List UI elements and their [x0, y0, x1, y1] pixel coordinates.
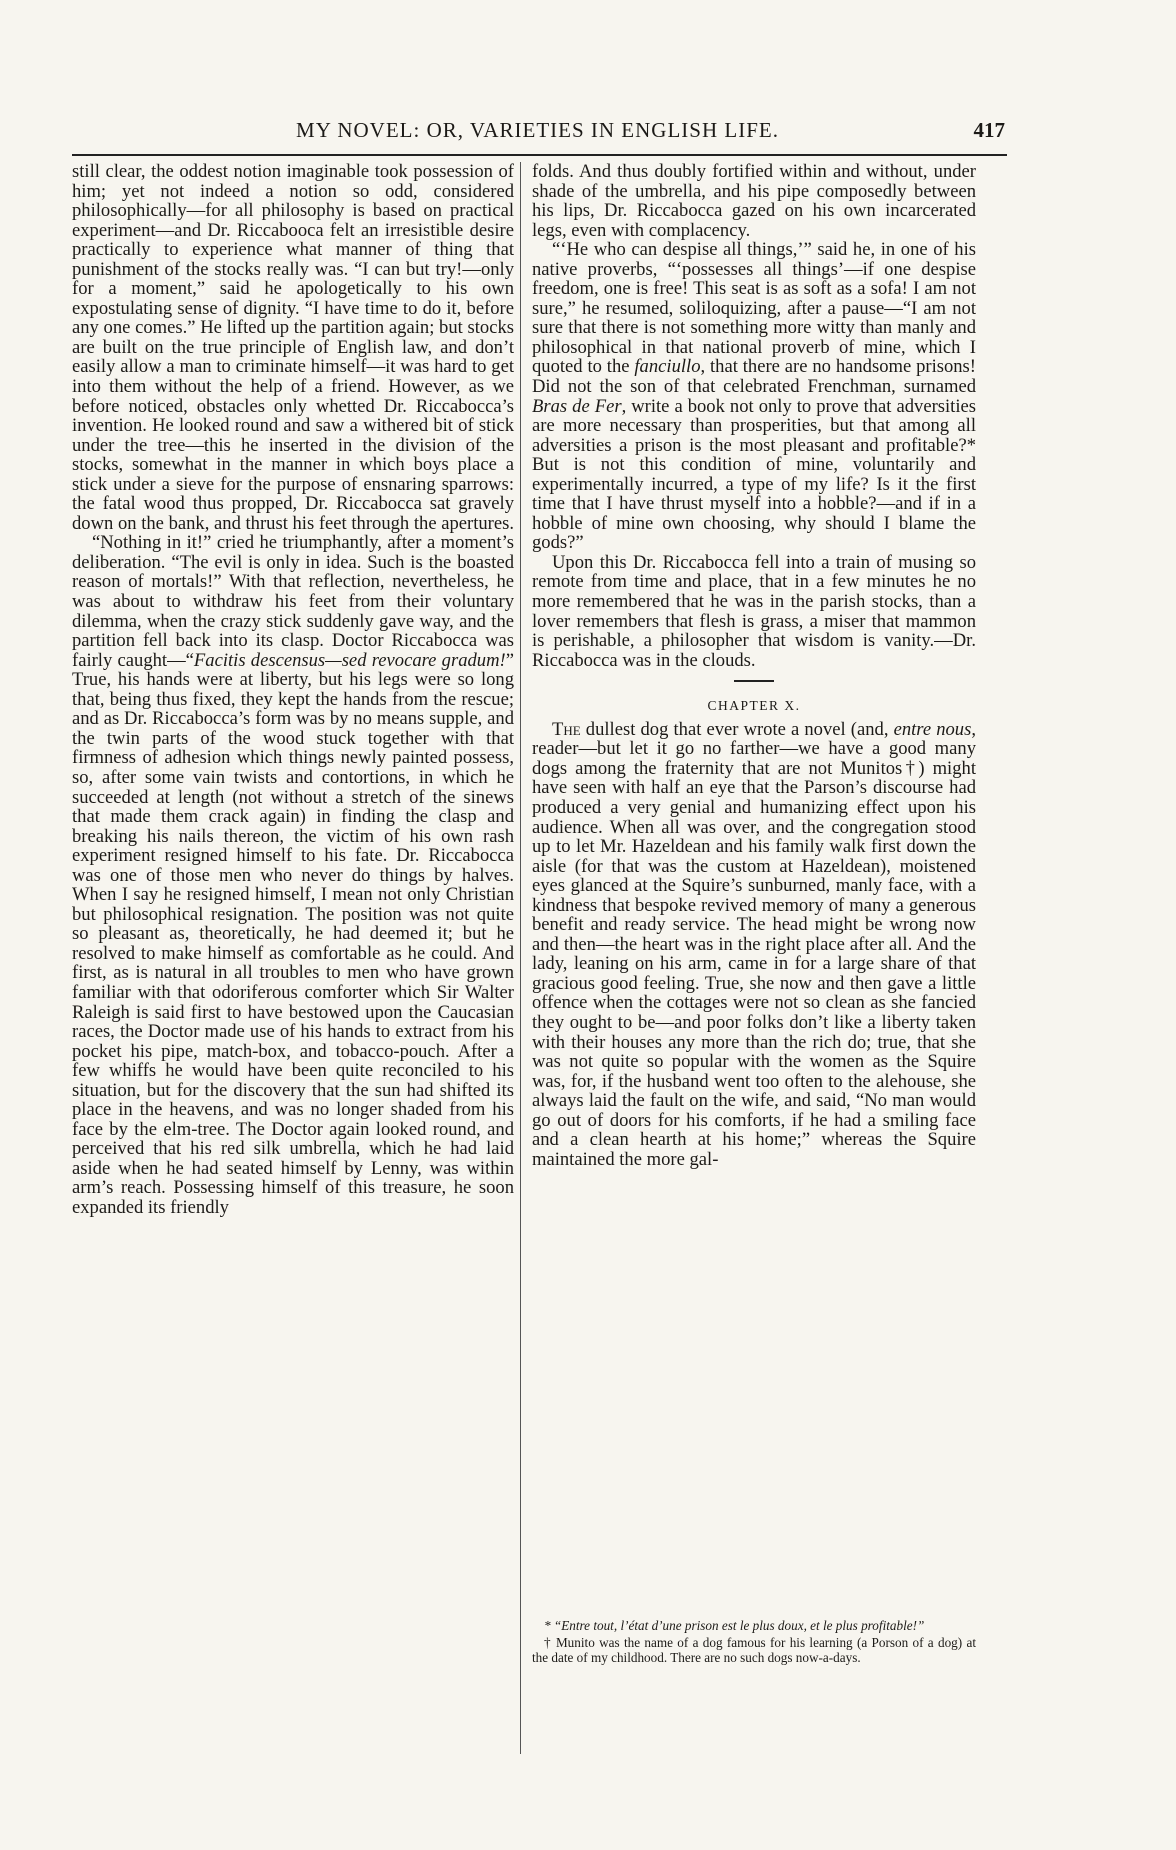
latin-quote: Facitis descensus—sed revocare gradum!: [193, 649, 506, 671]
paragraph: “Nothing in it!” cried he triumphantly, after a moment’s deliberation. “The evil is only in idea. Such is the boasted reason of mortals!” With that reflection, nevertheless, he was about to withdraw his feet from their voluntary dilemma, when the crazy stick suddenly gave way, and the partition fell back into its clasp. Doctor Riccabocca was fairly caught—“Facitis descensus—sed revocare gradum!” True, his hands were at liberty, but his legs were so long that, being thus fixed, they kept the hands from the rescue; and as Dr. Riccabocca’s form was by no means supple, and the twin parts of the wood stuck together with that firmness of adhesion which things newly painted possess, so, after some vain twists and contortions, in which he succeeded at length (not without a stretch of the sinews that made them crack again) in finding the clasp and breaking his nails thereon, the victim of his own rash experiment resigned himself to his fate. Dr. Riccabocca was one of those men who never do things by halves. When I say he resigned himself, I mean not only Christian but philosophical resignation. The position was not quite so pleasant as, theoretically, he had deemed it; but he resolved to make himself as comfortable as he could. And first, as is natural in all troubles to men who have grown familiar with that odoriferous comforter which Sir Walter Raleigh is said first to have bestowed upon the Caucasian races, the Doctor made use of his hands to extract from his pocket his pipe, match-box, and tobacco-pouch. After a few whiffs he would have been quite reconciled to his situation, but for the discovery that the sun had shifted its place in the heavens, and was no longer shaded from his face by the elm-tree. The Doctor again looked round, and perceived that his red silk umbrella, which he had laid aside when he had seated himself by Lenny, was within arm’s reach. Possessing himself of this treasure, he soon expanded its friendly: [72, 532, 514, 1218]
page-number: 417: [973, 118, 1005, 142]
section-rule: [734, 680, 774, 682]
footnote: * “Entre tout, l’état d’une prison est le plus doux, et le plus profitable!”: [544, 1618, 925, 1633]
header-rule: [72, 154, 1007, 156]
paragraph: “‘He who can despise all things,’” said he, in one of his native proverbs, “‘possesses all things’—if one despise freedom, one is free! This seat is as soft as a sofa! I am not sure,” he resumed, soliloquizing, after a pause—“I am not sure that there is not something more witty than manly and philosophical in that national proverb of mine, which I quoted to the fanciullo, that there are no handsome prisons! Did not the son of that celebrated Frenchman, surnamed Bras de Fer, write a book not only to prove that adversities are more necessary than prosperities, but that among all adversities a prison is the most pleasant and profitable?* But is not this condition of mine, voluntarily and experimentally incurred, a type of my life? Is it the first time that I have thrust myself into a hobble?—and if in a hobble of mine own choosing, why should I blame the gods?”: [532, 239, 976, 554]
right-column: [532, 162, 976, 1169]
paragraph: Upon this Dr. Riccabocca fell into a train of musing so remote from time and place, that in a few minutes he no more remembered that he was in the parish stocks, than a lover remembers that flesh is grass, a miser that mammon is perishable, a philosopher that wisdom is vanity.—Dr. Riccabocca was in the clouds.: [532, 551, 976, 671]
paragraph: The dullest dog that ever wrote a novel (and, entre nous, reader—but let it go no farther—we have a good many dogs among the fraternity that are not Munitos†) might have seen with half an eye that the Parson’s discourse had produced a very genial and humanizing effect upon his audience. When all was over, and the congregation stood up to let Mr. Hazeldean and his family walk first down the aisle (for that was the custom at Hazeldean), moistened eyes glanced at the Squire’s sunburned, manly face, with a kindness that bespoke revived memory of many a generous benefit and ready service. The head might be wrong now and then—the heart was in the right place after all. And the lady, leaning on his arm, came in for a large share of that gracious good feeling. True, she now and then gave a little offence when the cottages were not so clean as she fancied they ought to be—and poor folks don’t like a liberty taken with their houses any more than the rich do; true, that she was not quite so popular with the women as the Squire was, for, if the husband went too often to the alehouse, she always laid the fault on the wife, and said, “No man would go out of doors for his comforts, if he had a smiling face and a clean hearth at his home;” whereas the Squire maintained the more gal-: [532, 718, 976, 1170]
paragraph: still clear, the oddest notion imaginable took possession of him; yet not indeed a notion so odd, considered philosophically—for all philosophy is based on practical experiment—and Dr. Riccabooca felt an irresistible desire practically to experience what manner of thing that punishment of the stocks really was. “I can but try!—only for a moment,” said he apologetically to his own expostulating sense of dignity. “I have time to do it, before any one comes.” He lifted up the partition again; but stocks are built on the true principle of English law, and don’t easily allow a man to criminate himself—it was hard to get into them without the help of a friend. However, as we before noticed, obstacles only whetted Dr. Riccabocca’s invention. He looked round and saw a withered bit of stick under the tree—this he inserted in the division of the stocks, somewhat in the manner in which boys place a stick under a sieve for the purpose of ensnaring sparrows: the fatal wood thus propped, Dr. Riccabocca sat gravely down on the bank, and thrust his feet through the apertures.: [72, 161, 515, 534]
running-title: MY NOVEL: OR, VARIETIES IN ENGLISH LIFE.: [296, 118, 779, 142]
paragraph: folds. And thus doubly fortified within and without, under shade of the umbrella, and his pipe composedly between his lips, Dr. Riccabocca gazed on his own incarcerated legs, even with complacency.: [532, 161, 976, 241]
left-column: [72, 162, 514, 1218]
column-divider: [520, 162, 521, 1754]
chapter-heading: CHAPTER X.: [707, 698, 801, 714]
footnotes: [532, 1618, 976, 1668]
footnote: † Munito was the name of a dog famous for his learning (a Porson of a dog) at the date of my childhood. There are no such dogs now-a-days.: [532, 1635, 976, 1666]
running-header: [70, 118, 1005, 154]
